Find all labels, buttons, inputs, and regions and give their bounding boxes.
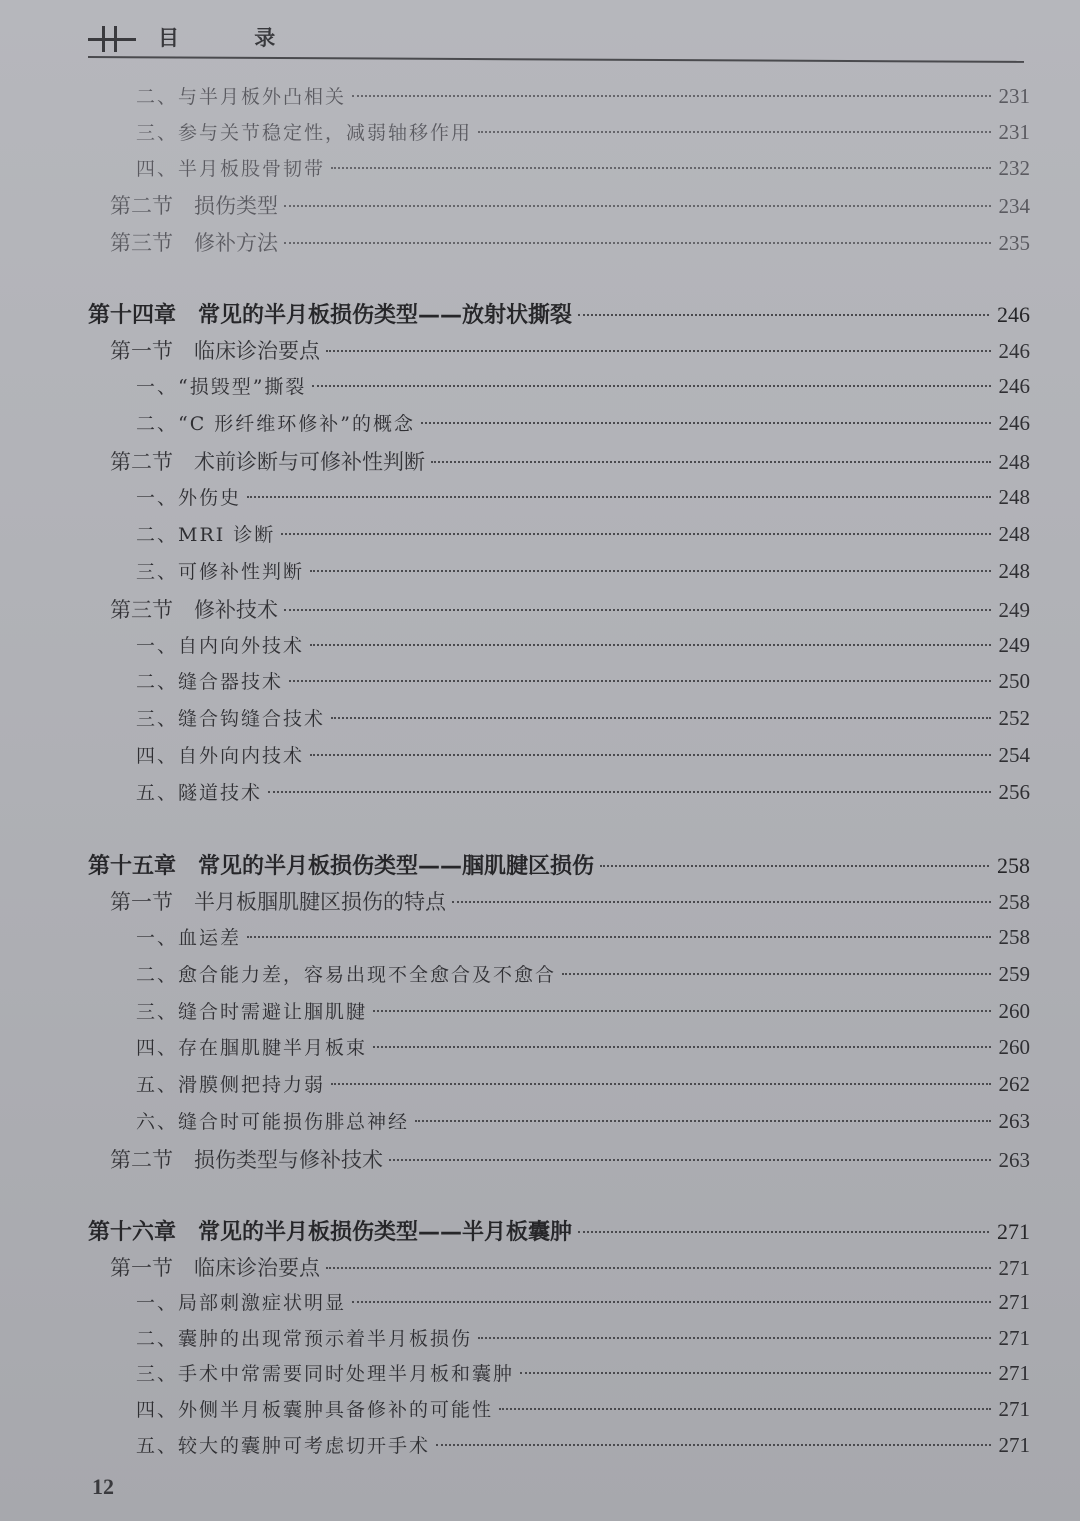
dot-leader [247,496,990,498]
toc-entry-page: 258 [998,925,1030,949]
toc-item [136,1359,1030,1386]
toc-entry-label: 第三节 修补技术 [110,598,278,622]
toc-entry-page: 254 [998,743,1030,767]
toc-section [110,335,1030,365]
toc-entry-label: 一、“损毁型”撕裂 [136,376,307,398]
toc-item [136,1107,1030,1134]
toc-entry-label: 二、与半月板外凸相关 [136,86,347,108]
dot-leader [352,95,990,97]
toc-entry-label: 三、可修补性判断 [136,561,305,583]
toc-entry-label: 第二节 术前诊断与可修补性判断 [110,450,425,474]
dot-leader [352,1301,990,1303]
toc-item [136,923,1030,950]
toc-item [136,1070,1030,1097]
dot-leader [268,791,990,793]
dot-leader [310,754,990,756]
dot-leader [499,1408,990,1410]
dot-leader [562,973,990,975]
dot-leader [478,131,990,133]
page-number: 12 [92,1474,114,1499]
toc-entry-page: 246 [998,411,1030,435]
toc-entry-page: 271 [998,1290,1030,1314]
dot-leader [331,717,990,719]
toc-entry-label: 第十六章 常见的半月板损伤类型——半月板囊肿 [88,1220,573,1245]
toc-section [110,227,1030,257]
toc-item [136,704,1030,731]
toc-entry-page: 249 [998,633,1030,657]
toc-entry-page: 248 [998,450,1030,474]
dot-leader [578,1231,989,1233]
toc-entry-page: 271 [997,1219,1030,1244]
toc-entry-label: 三、缝合时需避让腘肌腱 [136,1001,368,1023]
toc-entry-page: 234 [998,194,1030,218]
toc-entry-page: 231 [998,120,1030,144]
toc-entry-label: 第一节 半月板腘肌腱区损伤的特点 [110,890,446,914]
dot-leader [478,1337,990,1339]
toc-entry-label: 三、手术中常需要同时处理半月板和囊肿 [136,1363,515,1385]
toc-entry-label: 五、较大的囊肿可考虑切开手术 [136,1435,431,1457]
toc-chapter [88,1215,1030,1246]
toc-entry-page: 271 [998,1361,1030,1385]
dot-leader [600,865,989,867]
toc-entry-label: 五、隧道技术 [136,782,263,804]
toc-item [136,409,1030,436]
dot-leader [310,570,990,572]
toc-entry-page: 258 [998,890,1030,914]
toc-entry-page: 235 [998,231,1030,255]
toc-entry-page: 271 [998,1433,1030,1457]
toc-item [136,741,1030,768]
dot-leader [436,1444,990,1446]
toc-entry-label: 二、MRI 诊断 [136,524,276,546]
toc-entry-label: 四、存在腘肌腱半月板束 [136,1037,368,1059]
toc-entry-label: 第三节 修补方法 [110,231,278,255]
toc-entry-page: 263 [998,1109,1030,1133]
toc-entry-page: 259 [998,962,1030,986]
toc-entry-page: 246 [998,339,1030,363]
toc-entry-label: 一、自内向外技术 [136,635,305,657]
toc-item [136,997,1030,1024]
dot-leader [431,461,991,463]
toc-entry-page: 271 [998,1397,1030,1421]
toc-section [110,190,1030,220]
dot-leader [310,644,990,646]
toc-entry-page: 231 [998,84,1030,108]
toc-item [136,960,1030,987]
toc-entry-page: 248 [998,559,1030,583]
toc-entry-page: 260 [998,1035,1030,1059]
toc-entry-label: 第一节 临床诊治要点 [110,1256,320,1280]
toc-entry-label: 三、缝合钩缝合技术 [136,708,326,730]
toc-entry-label: 五、滑膜侧把持力弱 [136,1074,326,1096]
toc-entry-page: 260 [998,999,1030,1023]
toc-entry-page: 232 [998,156,1030,180]
toc-entry-page: 249 [998,598,1030,622]
toc-item [136,1395,1030,1422]
toc-entry-page: 246 [998,374,1030,398]
toc-item [136,1288,1030,1315]
dot-leader [373,1046,990,1048]
toc-item [136,520,1030,547]
toc-item [136,667,1030,694]
dot-leader [284,609,991,611]
toc-entry-label: 二、“C 形纤维环修补”的概念 [136,413,416,435]
dot-leader [578,314,989,316]
toc-entry-page: 252 [998,706,1030,730]
toc-entry-label: 一、血运差 [136,927,242,949]
toc-entry-label: 二、囊肿的出现常预示着半月板损伤 [136,1328,473,1350]
toc-item [136,557,1030,584]
toc-item [136,1324,1030,1351]
toc-item [136,1033,1030,1060]
dot-leader [312,385,990,387]
toc-section [110,594,1030,624]
toc-section [110,886,1030,916]
dot-leader [247,936,990,938]
toc-section [110,1252,1030,1282]
dot-leader [331,167,990,169]
toc-entry-label: 二、缝合器技术 [136,671,284,693]
toc-item [136,483,1030,510]
toc-item [136,82,1030,109]
toc-entry-page: 248 [998,485,1030,509]
toc-entry-label: 二、愈合能力差，容易出现不全愈合及不愈合 [136,964,557,986]
dot-leader [389,1159,991,1161]
dot-leader [415,1120,990,1122]
dot-leader [421,422,990,424]
toc-entry-page: 262 [998,1072,1030,1096]
toc-item [136,372,1030,399]
toc-item [136,118,1030,145]
dot-leader [326,1267,991,1269]
toc-entry-page: 250 [998,669,1030,693]
page-title: 目 录 [158,26,310,50]
toc-item [136,1431,1030,1458]
toc-entry-label: 第一节 临床诊治要点 [110,339,320,363]
toc-entry-label: 一、外伤史 [136,487,242,509]
toc-entry-page: 271 [998,1256,1030,1280]
toc-entry-page: 246 [997,302,1030,327]
dot-leader [452,901,991,903]
toc-chapter [88,849,1030,880]
dot-leader [281,533,990,535]
dot-leader [373,1010,990,1012]
dot-leader [284,205,991,207]
toc-chapter [88,298,1030,329]
toc-entry-page: 271 [998,1326,1030,1350]
toc-entry-label: 第二节 损伤类型与修补技术 [110,1148,383,1172]
dot-leader [284,242,991,244]
toc-entry-page: 258 [997,853,1030,878]
toc-entry-label: 第十五章 常见的半月板损伤类型——腘肌腱区损伤 [88,854,595,879]
dot-leader [520,1372,990,1374]
toc-entry-page: 248 [998,522,1030,546]
toc-entry-page: 263 [998,1148,1030,1172]
dot-leader [331,1083,990,1085]
toc-item [136,154,1030,181]
toc-entry-label: 三、参与关节稳定性，减弱轴移作用 [136,122,473,144]
toc-entry-label: 四、半月板股骨韧带 [136,158,326,180]
toc-entry-page: 256 [998,780,1030,804]
toc-item [136,778,1030,805]
toc-entry-label: 四、自外向内技术 [136,745,305,767]
toc-item [136,631,1030,658]
toc-entry-label: 一、局部刺激症状明显 [136,1292,347,1314]
toc-entry-label: 六、缝合时可能损伤腓总神经 [136,1111,410,1133]
toc-section [110,1144,1030,1174]
toc-section [110,446,1030,476]
toc-entry-label: 第二节 损伤类型 [110,194,278,218]
toc-entry-label: 第十四章 常见的半月板损伤类型——放射状撕裂 [88,303,573,328]
dot-leader [326,350,991,352]
dot-leader [289,680,990,682]
toc-entry-label: 四、外侧半月板囊肿具备修补的可能性 [136,1399,494,1421]
